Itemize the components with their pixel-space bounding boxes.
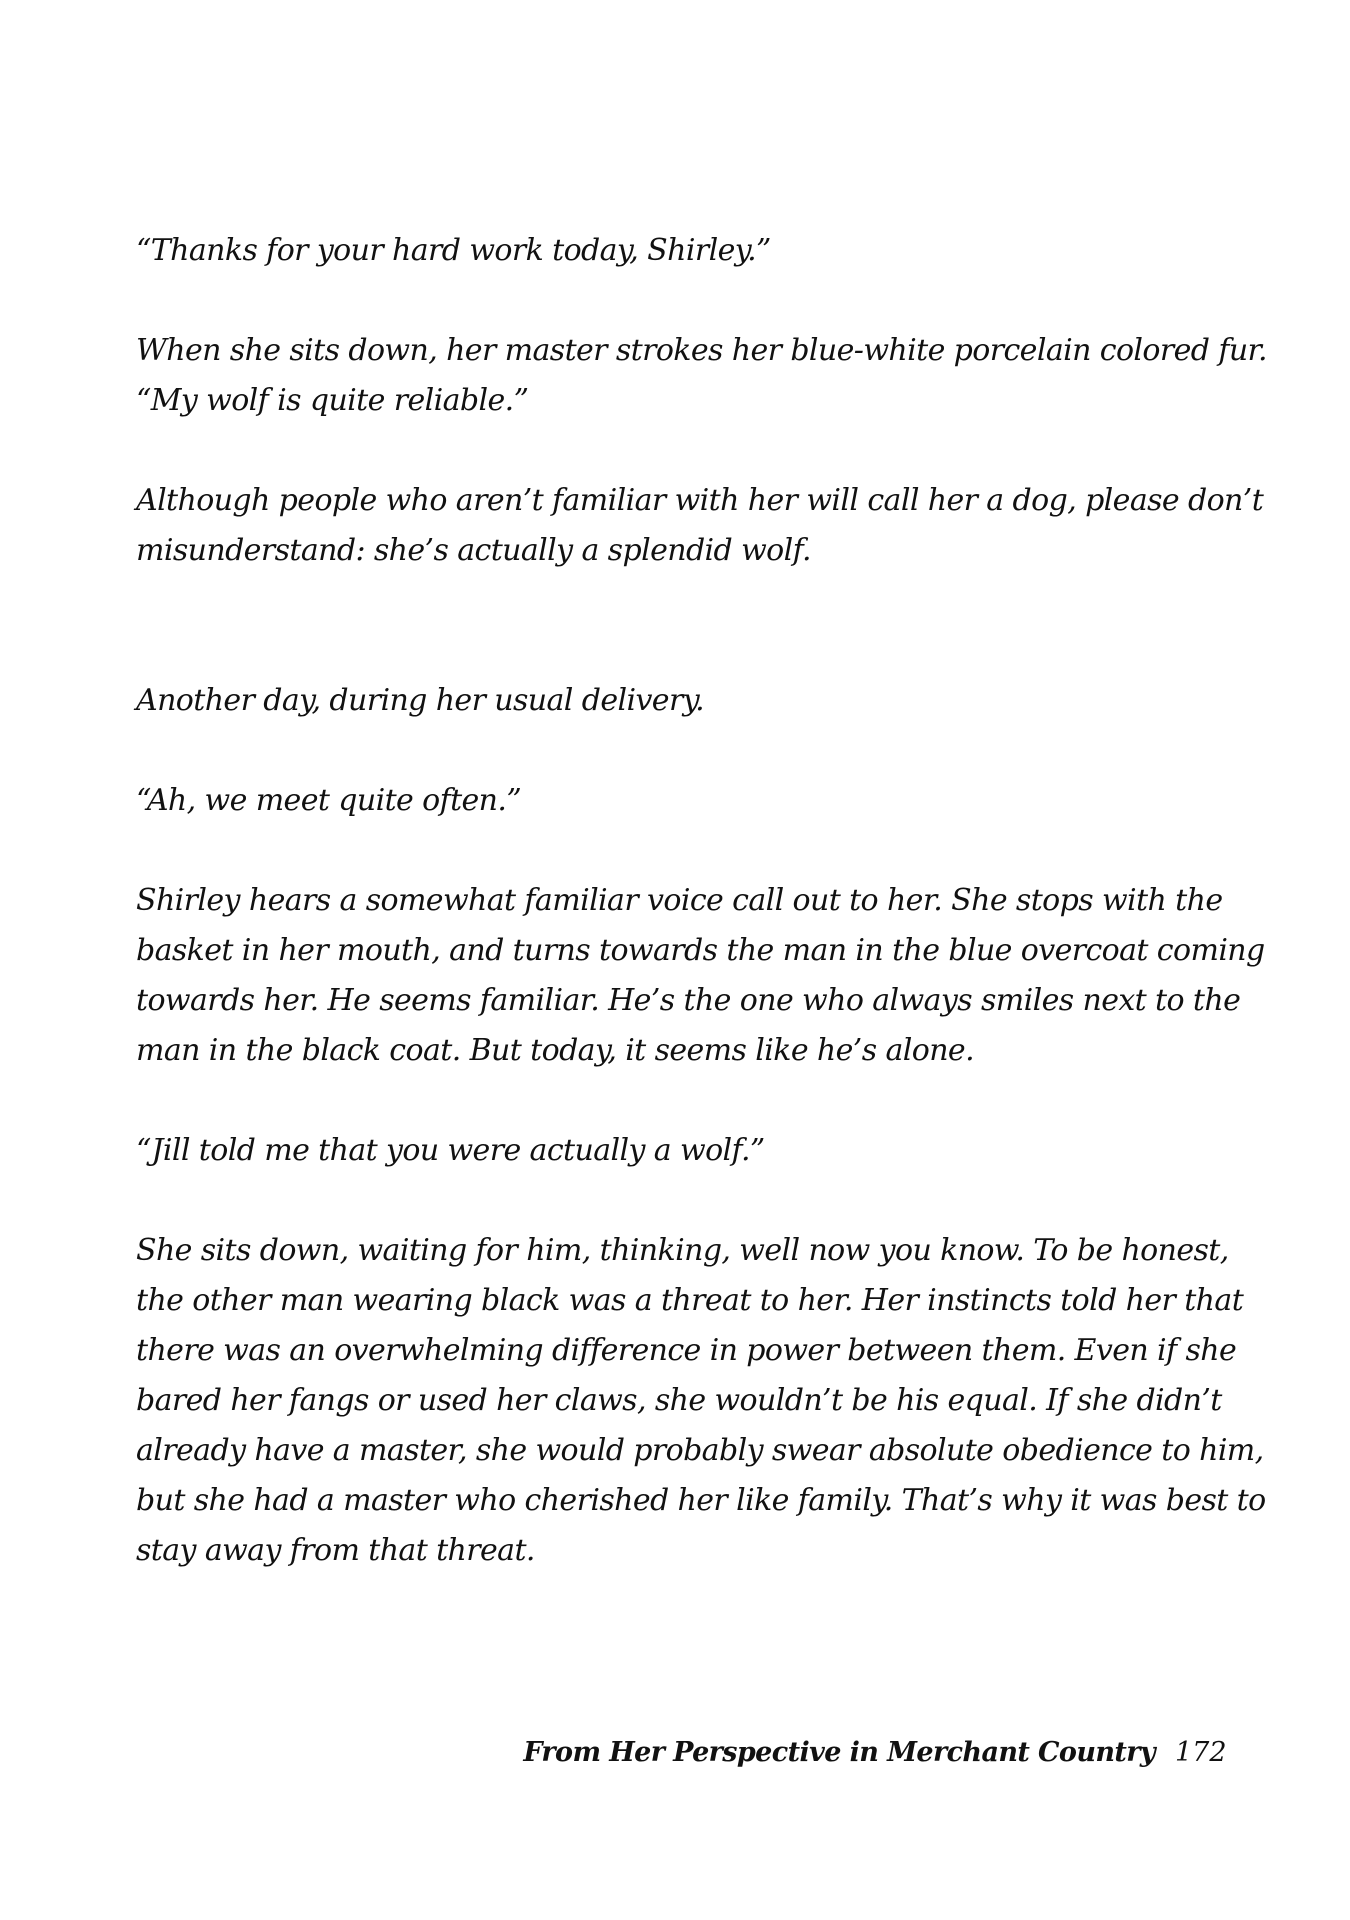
paragraph xyxy=(136,1226,1266,1576)
paragraph xyxy=(136,876,1266,1076)
text-line: but she had a master who cherished her like family. That’s why it was best to xyxy=(136,1483,1266,1518)
text-line: “Thanks for your hard work today, Shirley.” xyxy=(136,233,771,268)
paragraph xyxy=(136,776,1266,826)
paragraph xyxy=(136,326,1266,426)
text-line: there was an overwhelming difference in power between them. Even if she xyxy=(136,1333,1237,1368)
text-line: Shirley hears a somewhat familiar voice call out to her. She stops with the xyxy=(136,883,1223,918)
page-footer xyxy=(0,1737,1350,1777)
text-line: already have a master, she would probably swear absolute obedience to him, xyxy=(136,1433,1264,1468)
text-line: man in the black coat. But today, it seems like he’s alone. xyxy=(136,1033,975,1068)
text-line: Another day, during her usual delivery. xyxy=(136,683,705,718)
body-text xyxy=(136,226,1266,1576)
page-number: 172 xyxy=(1175,1737,1227,1768)
text-line: “Ah, we meet quite often.” xyxy=(136,783,522,818)
text-line: Although people who aren’t familiar with her will call her a dog, please don’t xyxy=(136,483,1264,518)
text-line: stay away from that threat. xyxy=(136,1533,535,1568)
book-title: From Her Perspective in Merchant Country xyxy=(523,1737,1155,1768)
text-line: “My wolf is quite reliable.” xyxy=(136,383,529,418)
text-line: When she sits down, her master strokes her blue-white porcelain colored fur. xyxy=(136,333,1267,368)
text-line: towards her. He seems familiar. He’s the one who always smiles next to the xyxy=(136,983,1241,1018)
paragraph xyxy=(136,1126,1266,1176)
text-line: basket in her mouth, and turns towards the man in the blue overcoat coming xyxy=(136,933,1265,968)
text-line: misunderstand: she’s actually a splendid wolf. xyxy=(136,533,811,568)
paragraph xyxy=(136,226,1266,276)
paragraph xyxy=(136,476,1266,576)
paragraph xyxy=(136,676,1266,726)
text-line: bared her fangs or used her claws, she wouldn’t be his equal. If she didn’t xyxy=(136,1383,1222,1418)
text-line: She sits down, waiting for him, thinking, well now you know. To be honest, xyxy=(136,1233,1229,1268)
text-line: “Jill told me that you were actually a wolf.” xyxy=(136,1133,765,1168)
text-line: the other man wearing black was a threat to her. Her instincts told her that xyxy=(136,1283,1244,1318)
